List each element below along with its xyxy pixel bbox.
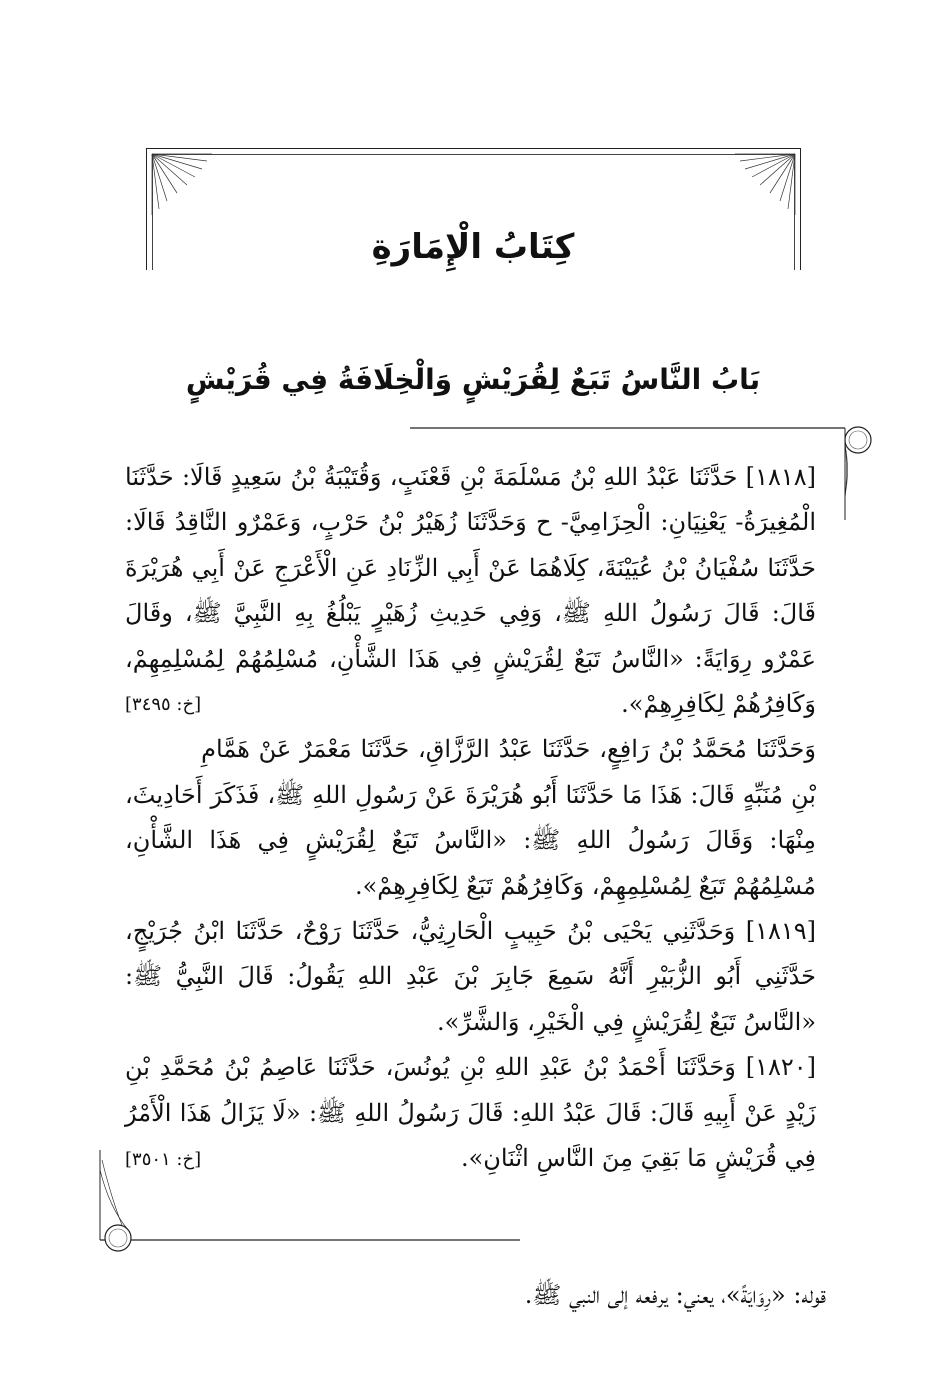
hadith-1820-text: [١٨٢٠] وَحَدَّثَنَا أَحْمَدُ بْنُ عَبْدِ اللهِ بْنِ يُونُسَ، حَدَّثَنَا عَاصِمُ بْنُ مُحَمَّدِ بْنِ زَيْدٍ عَنْ أَبِيهِ قَالَ: قَالَ عَبْدُ اللهِ: قَالَ رَسُولُ اللهِ ﷺ: «لَا يَزَالُ هَذَا الْأَمْرُ فِي قُرَيْشٍ مَا بَقِيَ مِنَ النَّاسِ اثْنَانِ». <box>125 1053 816 1173</box>
footnote: قوله: «رِوَايَةً»، يعني: يرفعه إلى النبي ﷺ. <box>524 1281 826 1309</box>
chapter-title: بَابُ النَّاسُ تَبَعٌ لِقُرَيْشٍ وَالْخِلَافَةُ فِي قُرَيْشٍ <box>185 363 761 396</box>
book-title: كِتَابُ الْإِمَارَةِ <box>371 227 575 267</box>
hadith-content <box>125 455 816 1227</box>
hadith-1819-text: [١٨١٩] وَحَدَّثَنِي يَحْيَى بْنُ حَبِيبٍ الْحَارِثِيُّ، حَدَّثَنَا رَوْحٌ، حَدَّثَنَا ابْنُ جُرَيْجٍ، حَدَّثَنِي أَبُو الزُّبَيْرِ أَنَّهُ سَمِعَ جَابِرَ بْنَ عَبْدِ اللهِ يَقُولُ: قَالَ النَّبِيُّ ﷺ: «النَّاسُ تَبَعٌ لِقُرَيْشٍ فِي الْخَيْرِ، وَالشَّرِّ». <box>125 917 816 1036</box>
hadith-1818b-text: وَحَدَّثَنَا مُحَمَّدُ بْنُ رَافِعٍ، حَدَّثَنَا عَبْدُ الرَّزَّاقِ، حَدَّثَنَا مَعْمَرٌ عَنْ هَمَّامِ بْنِ مُنَبِّهٍ قَالَ: هَذَا مَا حَدَّثَنَا أَبُو هُرَيْرَةَ عَنْ رَسُولِ اللهِ ﷺ، فَذَكَرَ أَحَادِيثَ، مِنْهَا: وَقَالَ رَسُولُ اللهِ ﷺ: «النَّاسُ تَبَعٌ لِقُرَيْشٍ فِي هَذَا الشَّأْنِ، مُسْلِمُهُمْ تَبَعٌ لِمُسْلِمِهِمْ، وَكَافِرُهُمْ تَبَعٌ لِكَافِرِهِمْ». <box>125 735 816 900</box>
ref-1818: [خ: ٣٤٩٥] <box>125 694 202 716</box>
ref-1820: [خ: ٣٥٠١] <box>125 1148 202 1170</box>
hadith-1818-text: [١٨١٨] حَدَّثَنَا عَبْدُ اللهِ بْنُ مَسْلَمَةَ بْنِ قَعْنَبٍ، وَقُتَيْبَةُ بْنُ سَعِيدٍ قَالَا: حَدَّثَنَا الْمُغِيرَةُ- يَعْنِيَانِ: الْحِزَامِيَّ- ح وَحَدَّثَنَا زُهَيْرُ بْنُ حَرْبٍ، وَعَمْرٌو النَّاقِدُ قَالَا: حَدَّثَنَا سُفْيَانُ بْنُ عُيَيْنَةَ، كِلَاهُمَا عَنْ أَبِي الزِّنَادِ عَنِ الْأَعْرَجِ عَنْ أَبِي هُرَيْرَةَ قَالَ: قَالَ رَسُولُ اللهِ ﷺ، وَفِي حَدِيثِ زُهَيْرٍ يَبْلُغُ بِهِ النَّبِيَّ ﷺ، وقَالَ عَمْرٌو رِوَايَةً: «النَّاسُ تَبَعٌ لِقُرَيْشٍ فِي هَذَا الشَّأْنِ، مُسْلِمُهُمْ لِمُسْلِمِهِمْ، وَكَافِرُهُمْ لِكَافِرِهِمْ». <box>125 463 816 719</box>
